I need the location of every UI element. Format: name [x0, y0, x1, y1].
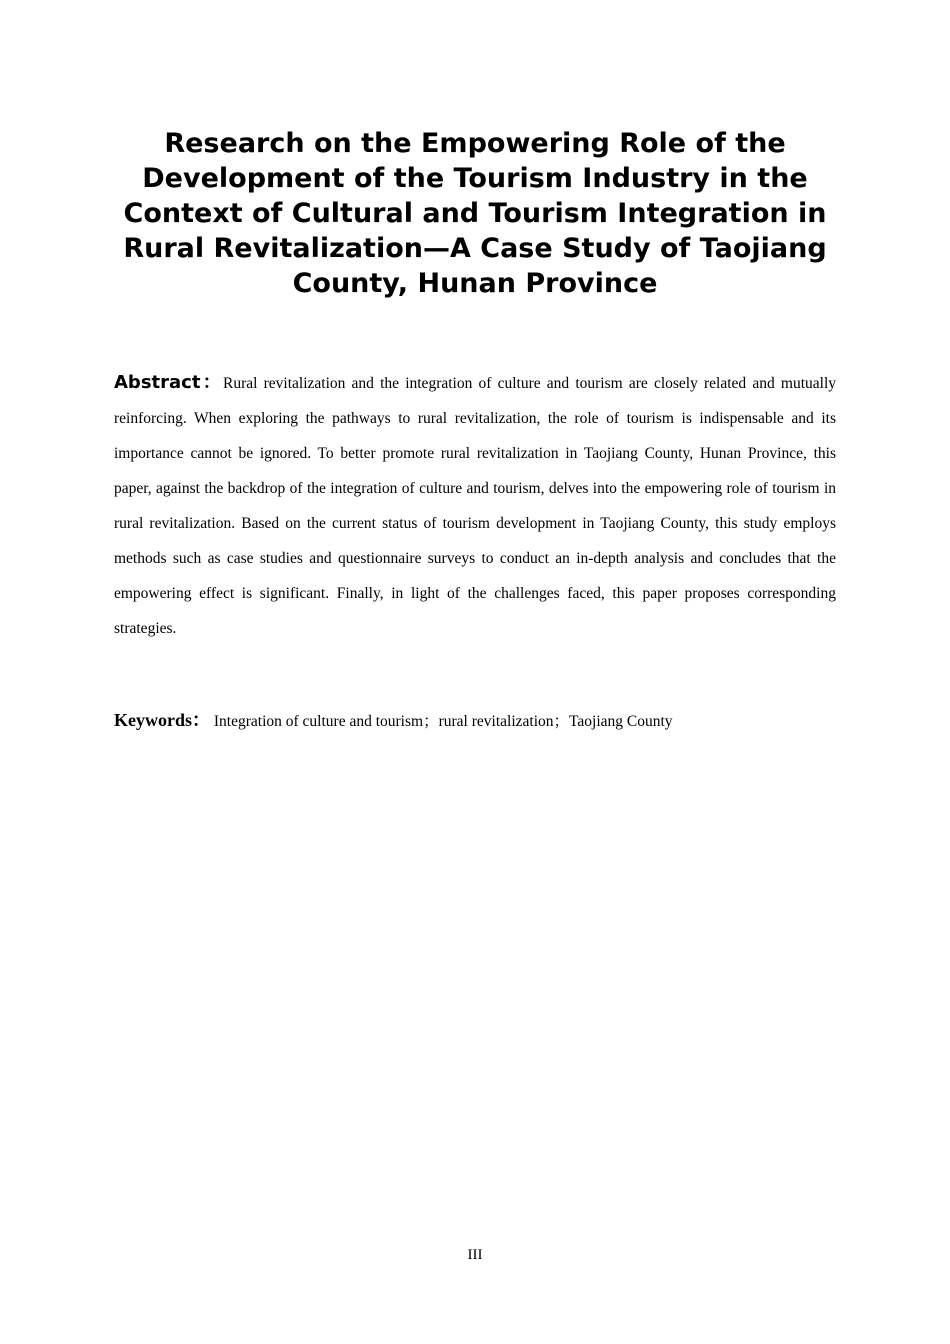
keyword-separator: ； [423, 713, 439, 730]
keyword-item: rural revitalization [438, 713, 554, 730]
keyword-separator: ； [553, 713, 570, 730]
keyword-item: Integration of culture and tourism [213, 713, 424, 730]
keywords-label: Keywords： [114, 710, 210, 730]
paper-title: Research on the Empowering Role of the Development of the Tourism Industry in the Context of Cultural and Tourism Integration in Rural Revitalization—A Case Study of Taojiang County, Hunan Province [123, 128, 827, 299]
page-number: III [467, 1247, 483, 1263]
keyword-item: Taojiang County [569, 713, 673, 730]
abstract-label: Abstract： [114, 372, 224, 393]
abstract-text: Rural revitalization and the integration of culture and tourism are closely related and mutually reinforcing. When exploring the pathways to rural revitalization, the role of tourism is indispensable and its importance cannot be ignored. To better promote rural revitalization in Taojiang County, Hunan Province, this paper, against the backdrop of the integration of culture and tourism, delves into the empowering role of tourism in rural revitalization. Based on the current status of tourism development in Taojiang County, this study employs methods such as case studies and questionnaire surveys to conduct an in-depth analysis and concludes that the empowering effect is significant. Finally, in light of the challenges faced, this paper proposes corresponding strategies. [114, 375, 836, 637]
keywords-line [114, 706, 836, 736]
abstract-paragraph [114, 365, 836, 646]
